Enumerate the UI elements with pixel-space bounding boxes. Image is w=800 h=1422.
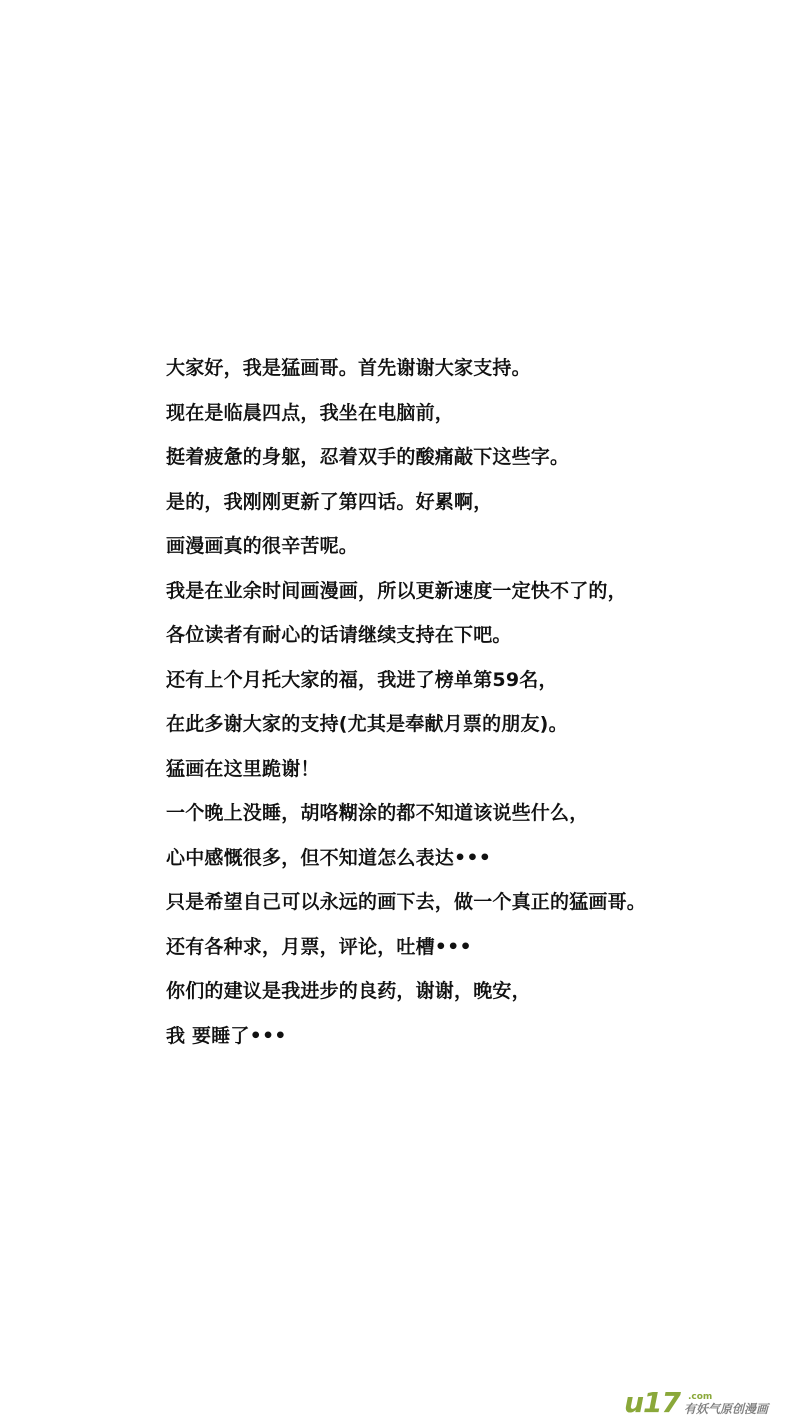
letter-line: 现在是临晨四点，我坐在电脑前， (166, 401, 455, 424)
letter-line: 挺着疲惫的身躯，忍着双手的酸痛敲下这些字。 (166, 446, 570, 468)
author-letter (166, 353, 786, 1065)
letter-line: 我 要睡了••• (166, 1024, 287, 1047)
u17-watermark (624, 1386, 768, 1419)
letter-line: 你们的建议是我进步的良药，谢谢，晚安， (166, 980, 531, 1002)
watermark-text (684, 1393, 768, 1416)
letter-line: 是的，我刚刚更新了第四话。好累啊， (166, 490, 493, 513)
letter-line: 各位读者有耐心的话请继续支持在下吧。 (166, 624, 512, 646)
watermark-slogan: 有妖气原创漫画 (683, 1402, 768, 1416)
letter-line: 画漫画真的很辛苦呢。 (166, 535, 359, 557)
letter-line: 猛画在这里跪谢！ (166, 757, 320, 780)
letter-line: 心中感慨很多，但不知道怎么表达••• (166, 846, 492, 869)
u17-logo: u17 (624, 1386, 680, 1419)
letter-line: 还有各种求，月票，评论，吐槽••• (166, 935, 472, 958)
letter-line: 一个晚上没睡，胡咯糊涂的都不知道该说些什么， (166, 802, 589, 824)
watermark-domain: .com (687, 1392, 713, 1402)
letter-line: 还有上个月托大家的福，我进了榜单第59名， (166, 668, 558, 691)
letter-line: 我是在业余时间画漫画，所以更新速度一定快不了的， (166, 579, 627, 602)
letter-line: 只是希望自己可以永远的画下去，做一个真正的猛画哥。 (166, 891, 647, 913)
letter-line: 大家好，我是猛画哥。首先谢谢大家支持。 (166, 357, 531, 379)
letter-line: 在此多谢大家的支持(尤其是奉献月票的朋友)。 (166, 713, 568, 735)
